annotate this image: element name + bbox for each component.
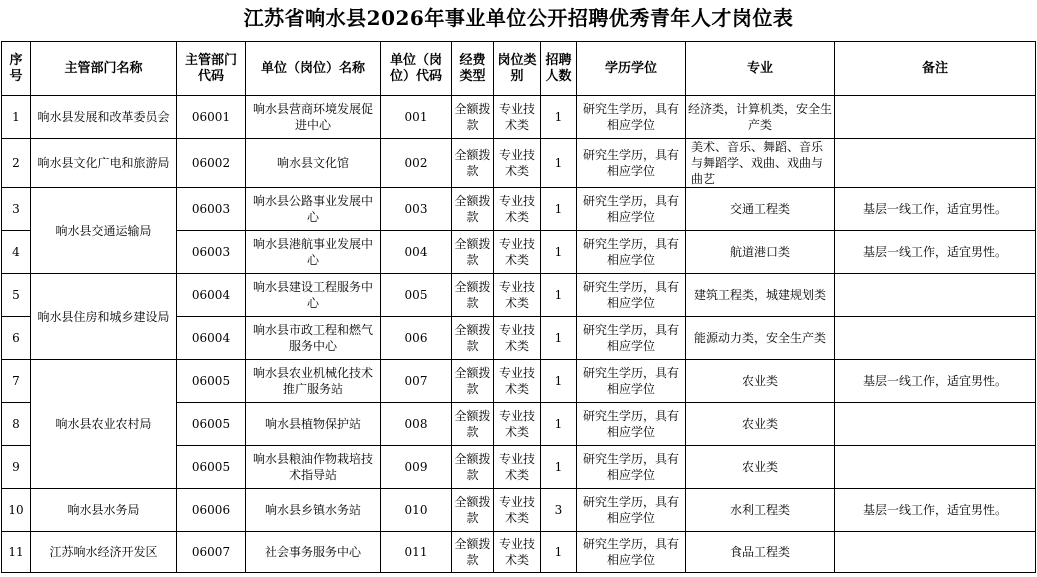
cell-num: 1 — [541, 274, 577, 317]
cell-unit-code: 010 — [381, 489, 452, 532]
cell-dept-code: 06004 — [177, 317, 246, 360]
cell-funding: 全额拨款 — [452, 274, 494, 317]
cell-num: 1 — [541, 532, 577, 573]
cell-dept: 江苏响水经济开发区 — [31, 532, 177, 573]
cell-funding: 全额拨款 — [452, 139, 494, 188]
cell-unit-code: 005 — [381, 274, 452, 317]
cell-remark: 基层一线工作，适宜男性。 — [835, 188, 1036, 231]
header-unit-code: 单位（岗位）代码 — [381, 42, 452, 96]
cell-post-cat: 专业技术类 — [494, 188, 541, 231]
cell-post-cat: 专业技术类 — [494, 446, 541, 489]
cell-num: 1 — [541, 360, 577, 403]
cell-funding: 全额拨款 — [452, 489, 494, 532]
cell-remark: 基层一线工作，适宜男性。 — [835, 489, 1036, 532]
cell-dept-code: 06005 — [177, 403, 246, 446]
cell-edu: 研究生学历，具有相应学位 — [577, 403, 686, 446]
cell-major: 经济类，计算机类，安全生产类 — [686, 96, 835, 139]
cell-seq: 10 — [2, 489, 31, 532]
cell-major: 农业类 — [686, 446, 835, 489]
cell-unit: 响水县建设工程服务中心 — [246, 274, 381, 317]
cell-funding: 全额拨款 — [452, 360, 494, 403]
cell-funding: 全额拨款 — [452, 188, 494, 231]
cell-seq: 4 — [2, 231, 31, 274]
cell-dept-code: 06001 — [177, 96, 246, 139]
cell-seq: 2 — [2, 139, 31, 188]
cell-edu: 研究生学历，具有相应学位 — [577, 532, 686, 573]
cell-major: 航道港口类 — [686, 231, 835, 274]
table-row — [2, 274, 1036, 317]
cell-dept-code: 06005 — [177, 446, 246, 489]
cell-dept-code: 06007 — [177, 532, 246, 573]
cell-seq: 8 — [2, 403, 31, 446]
cell-edu: 研究生学历，具有相应学位 — [577, 360, 686, 403]
cell-unit: 社会事务服务中心 — [246, 532, 381, 573]
cell-remark — [835, 532, 1036, 573]
cell-edu: 研究生学历，具有相应学位 — [577, 274, 686, 317]
cell-unit-code: 007 — [381, 360, 452, 403]
cell-unit-code: 003 — [381, 188, 452, 231]
cell-edu: 研究生学历，具有相应学位 — [577, 489, 686, 532]
cell-unit: 响水县港航事业发展中心 — [246, 231, 381, 274]
cell-unit-code: 004 — [381, 231, 452, 274]
cell-dept-code: 06005 — [177, 360, 246, 403]
cell-post-cat: 专业技术类 — [494, 532, 541, 573]
cell-edu: 研究生学历，具有相应学位 — [577, 139, 686, 188]
cell-unit-code: 011 — [381, 532, 452, 573]
cell-num: 3 — [541, 489, 577, 532]
cell-remark — [835, 96, 1036, 139]
cell-funding: 全额拨款 — [452, 446, 494, 489]
cell-unit-code: 002 — [381, 139, 452, 188]
cell-major: 农业类 — [686, 403, 835, 446]
cell-num: 1 — [541, 403, 577, 446]
cell-post-cat: 专业技术类 — [494, 317, 541, 360]
cell-dept-code: 06003 — [177, 188, 246, 231]
cell-post-cat: 专业技术类 — [494, 360, 541, 403]
cell-unit-code: 006 — [381, 317, 452, 360]
cell-dept: 响水县水务局 — [31, 489, 177, 532]
cell-unit-code: 008 — [381, 403, 452, 446]
table-row — [2, 360, 1036, 403]
cell-funding: 全额拨款 — [452, 532, 494, 573]
cell-dept-code: 06002 — [177, 139, 246, 188]
cell-remark: 基层一线工作，适宜男性。 — [835, 360, 1036, 403]
cell-post-cat: 专业技术类 — [494, 274, 541, 317]
cell-post-cat: 专业技术类 — [494, 489, 541, 532]
header-seq: 序号 — [2, 42, 31, 96]
cell-edu: 研究生学历，具有相应学位 — [577, 317, 686, 360]
cell-major: 水利工程类 — [686, 489, 835, 532]
table-row — [2, 532, 1036, 573]
cell-unit: 响水县公路事业发展中心 — [246, 188, 381, 231]
table-row — [2, 188, 1036, 231]
cell-edu: 研究生学历，具有相应学位 — [577, 231, 686, 274]
cell-unit: 响水县植物保护站 — [246, 403, 381, 446]
cell-num: 1 — [541, 188, 577, 231]
cell-post-cat: 专业技术类 — [494, 139, 541, 188]
cell-funding: 全额拨款 — [452, 231, 494, 274]
cell-remark: 基层一线工作，适宜男性。 — [835, 231, 1036, 274]
cell-dept: 响水县发展和改革委员会 — [31, 96, 177, 139]
cell-major: 食品工程类 — [686, 532, 835, 573]
cell-dept: 响水县文化广电和旅游局 — [31, 139, 177, 188]
table-row — [2, 489, 1036, 532]
header-num: 招聘人数 — [541, 42, 577, 96]
cell-unit-code: 009 — [381, 446, 452, 489]
cell-funding: 全额拨款 — [452, 96, 494, 139]
cell-unit: 响水县市政工程和燃气服务中心 — [246, 317, 381, 360]
cell-seq: 1 — [2, 96, 31, 139]
cell-seq: 9 — [2, 446, 31, 489]
page-title: 江苏省响水县2026年事业单位公开招聘优秀青年人才岗位表 — [243, 6, 794, 30]
job-table — [1, 41, 1036, 573]
header-remark: 备注 — [835, 42, 1036, 96]
header-major: 专业 — [686, 42, 835, 96]
cell-num: 1 — [541, 446, 577, 489]
cell-unit: 响水县农业机械化技术推广服务站 — [246, 360, 381, 403]
cell-num: 1 — [541, 231, 577, 274]
cell-dept: 响水县住房和城乡建设局 — [31, 274, 177, 360]
cell-seq: 6 — [2, 317, 31, 360]
header-post-cat: 岗位类别 — [494, 42, 541, 96]
cell-dept-code: 06004 — [177, 274, 246, 317]
cell-funding: 全额拨款 — [452, 317, 494, 360]
cell-num: 1 — [541, 96, 577, 139]
cell-seq: 7 — [2, 360, 31, 403]
cell-remark — [835, 317, 1036, 360]
cell-funding: 全额拨款 — [452, 403, 494, 446]
cell-unit-code: 001 — [381, 96, 452, 139]
header-row — [2, 42, 1036, 96]
cell-edu: 研究生学历，具有相应学位 — [577, 96, 686, 139]
cell-remark — [835, 403, 1036, 446]
cell-num: 1 — [541, 317, 577, 360]
cell-dept: 响水县农业农村局 — [31, 360, 177, 489]
cell-major: 建筑工程类，城建规划类 — [686, 274, 835, 317]
cell-major: 农业类 — [686, 360, 835, 403]
header-funding: 经费类型 — [452, 42, 494, 96]
header-edu: 学历学位 — [577, 42, 686, 96]
cell-major: 美术、音乐、舞蹈、音乐与舞蹈学、戏曲、戏曲与曲艺 — [686, 139, 835, 188]
header-dept-code: 主管部门代码 — [177, 42, 246, 96]
cell-edu: 研究生学历，具有相应学位 — [577, 188, 686, 231]
cell-remark — [835, 274, 1036, 317]
header-unit: 单位（岗位）名称 — [246, 42, 381, 96]
cell-seq: 11 — [2, 532, 31, 573]
table-row — [2, 96, 1036, 139]
cell-dept-code: 06003 — [177, 231, 246, 274]
cell-post-cat: 专业技术类 — [494, 403, 541, 446]
cell-post-cat: 专业技术类 — [494, 231, 541, 274]
cell-remark — [835, 139, 1036, 188]
header-dept: 主管部门名称 — [31, 42, 177, 96]
cell-seq: 3 — [2, 188, 31, 231]
cell-dept-code: 06006 — [177, 489, 246, 532]
cell-seq: 5 — [2, 274, 31, 317]
cell-dept: 响水县交通运输局 — [31, 188, 177, 274]
cell-post-cat: 专业技术类 — [494, 96, 541, 139]
cell-remark — [835, 446, 1036, 489]
cell-edu: 研究生学历，具有相应学位 — [577, 446, 686, 489]
cell-unit: 响水县营商环境发展促进中心 — [246, 96, 381, 139]
cell-unit: 响水县文化馆 — [246, 139, 381, 188]
cell-major: 交通工程类 — [686, 188, 835, 231]
cell-num: 1 — [541, 139, 577, 188]
cell-major: 能源动力类，安全生产类 — [686, 317, 835, 360]
table-row — [2, 139, 1036, 188]
cell-unit: 响水县乡镇水务站 — [246, 489, 381, 532]
cell-unit: 响水县粮油作物栽培技术指导站 — [246, 446, 381, 489]
